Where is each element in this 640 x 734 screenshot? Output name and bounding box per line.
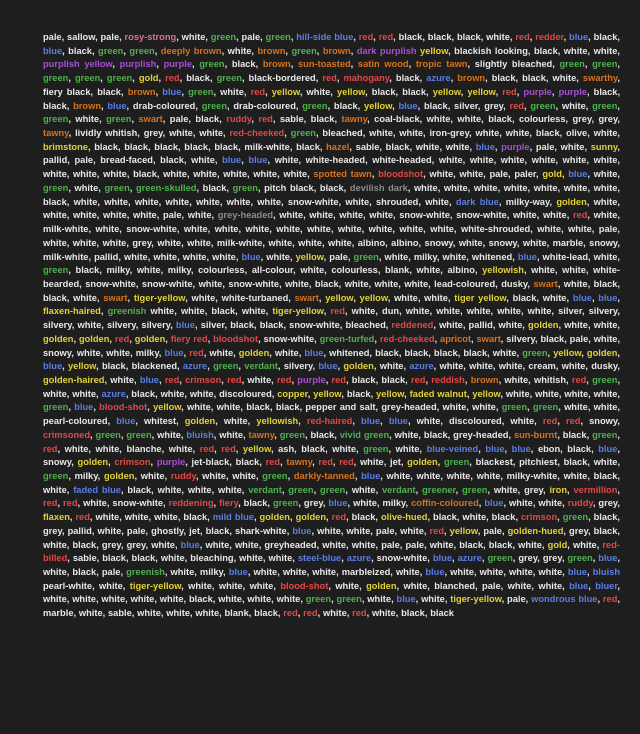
color-word: golden (77, 457, 109, 468)
color-word: vermillion (573, 484, 618, 495)
color-word: green (530, 100, 556, 111)
color-word: red (265, 457, 281, 468)
color-word: brown (457, 73, 486, 84)
color-word: green (363, 443, 389, 454)
color-word: swart (138, 114, 163, 125)
color-word: blue (432, 553, 452, 564)
color-word: red (75, 512, 90, 523)
color-word: yellow (432, 86, 461, 97)
color-word: golden-haired (43, 374, 105, 385)
color-word: dark purplish (356, 45, 417, 56)
color-word: sun-toasted (297, 59, 351, 70)
color-word: blue (116, 416, 136, 427)
color-word: swarthy (582, 73, 618, 84)
color-word: green (98, 45, 124, 56)
color-word: golden (407, 457, 438, 468)
color-word: green (291, 45, 317, 56)
color-word: brown (257, 45, 286, 56)
color-word: red (331, 512, 347, 523)
color-word: tiger yellow (454, 292, 507, 303)
color-word: ruddy (226, 114, 252, 125)
color-word: blue-veined (426, 443, 479, 454)
color-word: blue (475, 141, 495, 152)
color-word: steel-blue (297, 553, 342, 564)
color-word: green (43, 182, 69, 193)
color-word: blue (74, 402, 94, 413)
color-word: blue (139, 374, 159, 385)
color-word: yellow (337, 86, 366, 97)
color-word: gold (138, 73, 159, 84)
color-word: brown (127, 86, 156, 97)
color-word: green (106, 73, 133, 84)
color-word: brimstone (43, 141, 88, 152)
color-word: purplish (119, 59, 157, 70)
color-word: green (104, 182, 130, 193)
color-word: azure (409, 361, 434, 372)
color-word: fiery (219, 498, 239, 509)
color-word: flaxen (43, 512, 70, 523)
color-word: tawny (286, 457, 313, 468)
color-word: tiger-yellow (450, 594, 502, 605)
color-word: blue (292, 525, 312, 536)
color-word: red (515, 32, 530, 42)
color-word: green (262, 471, 288, 481)
color-word: yellow (364, 100, 393, 111)
color-word: red (339, 457, 354, 468)
color-word: faded blue (73, 484, 121, 495)
color-word: red (43, 443, 58, 454)
color-word: red (429, 525, 445, 536)
color-word: blue (304, 347, 324, 358)
color-word: green (43, 471, 69, 481)
color-word: golden (184, 416, 216, 427)
color-word: red (165, 73, 180, 84)
color-word: blue (567, 567, 587, 578)
color-word: hill-side blue (296, 32, 354, 42)
color-word: green (210, 32, 237, 42)
color-word: golden (528, 320, 559, 331)
color-word: green (232, 182, 258, 193)
color-word: green (532, 402, 559, 413)
color-word: blue (569, 32, 589, 42)
color-word: golden (259, 512, 290, 523)
color-word: purple (501, 141, 530, 152)
color-word: green (320, 484, 346, 495)
color-word: red (283, 608, 298, 619)
color-word: green (129, 45, 155, 56)
color-word: yellow (420, 45, 449, 56)
color-word: blue (484, 498, 504, 509)
color-word: green (126, 429, 152, 440)
color-word: yellow (313, 388, 342, 399)
color-word: green (106, 114, 132, 125)
color-word: blue (328, 498, 348, 509)
color-word: golden (103, 471, 135, 481)
color-word: red (189, 347, 204, 358)
color-word: golden (78, 333, 110, 344)
color-word: red (410, 374, 426, 385)
color-word: red-cheeked (229, 128, 285, 139)
color-word: green (443, 457, 470, 468)
color-word: satin wood (357, 59, 409, 70)
color-word: red (276, 374, 292, 385)
color-word: mild blue (212, 512, 254, 523)
color-word: brown (262, 59, 291, 70)
color-word: purple (156, 457, 186, 468)
color-word: green (336, 594, 362, 605)
color-word: blue (425, 567, 445, 578)
color-word: yellow (325, 292, 354, 303)
color-word: tiger-yellow (272, 306, 324, 317)
color-word: green (213, 361, 239, 372)
color-word: green (592, 374, 618, 385)
color-word: green (592, 429, 618, 440)
color-word: sun-burnt (513, 429, 558, 440)
color-word: dark blue (455, 196, 499, 207)
color-word: gold (547, 539, 568, 550)
color-word: azure (101, 388, 126, 399)
color-word: green (592, 59, 618, 70)
color-word: green (522, 347, 548, 358)
color-word: swart (294, 292, 319, 303)
color-word: green (199, 59, 225, 70)
color-word: blue (241, 251, 261, 262)
color-word: brown (73, 100, 102, 111)
color-word: blue (180, 539, 200, 550)
color-word: swart (103, 292, 128, 303)
color-word: green (265, 32, 291, 42)
color-word: reddened (391, 320, 434, 331)
color-word: green (290, 128, 316, 139)
color-word: golden (366, 580, 397, 591)
color-word: blue (318, 361, 338, 372)
color-word: gold (542, 169, 562, 180)
color-word: purple (163, 59, 192, 70)
color-word: golden (134, 333, 166, 344)
color-word: swart (533, 278, 558, 289)
color-word: tiger-yellow (133, 292, 186, 303)
color-word: green (462, 484, 488, 495)
color-word: green (559, 59, 585, 70)
color-word: green (562, 512, 589, 523)
color-word: hazel (326, 141, 350, 152)
color-word: green (501, 402, 528, 413)
color-word: red (358, 32, 374, 42)
color-word: red (63, 498, 78, 509)
color-word: red (565, 416, 581, 427)
color-word: rosy-strong (124, 32, 177, 42)
color-word: yellow (242, 443, 271, 454)
color-word: green (216, 73, 242, 84)
color-word: purplish yellow (43, 59, 113, 70)
color-word: yellow (449, 525, 478, 536)
color-word: red (164, 374, 180, 385)
color-word: green (188, 86, 214, 97)
color-word: blue (598, 292, 618, 303)
color-word: red-billed (43, 539, 620, 564)
color-word: red-haired (306, 416, 353, 427)
color-word: crimson (521, 512, 558, 523)
color-word: green (43, 114, 69, 125)
color-word: blue (164, 347, 184, 358)
color-word: yellow (295, 251, 324, 262)
color-word: grey-headed (217, 210, 274, 221)
color-word: blue (568, 169, 588, 180)
color-word: golden (43, 333, 74, 344)
color-word: blue (398, 100, 418, 111)
color-word: verdant (248, 484, 282, 495)
color-word: spotted tawn (313, 169, 372, 180)
color-word: yellow (376, 388, 405, 399)
color-word: blue (511, 443, 531, 454)
color-word: iron (549, 484, 568, 495)
color-word: blue (248, 155, 268, 166)
color-word: tropic tawn (415, 59, 468, 70)
color-word: blue (43, 45, 63, 56)
color-word: bloodshot (378, 169, 424, 180)
color-word: ruddy (170, 471, 196, 481)
color-word: bluish (592, 567, 620, 578)
color-word: blue (396, 594, 416, 605)
color-word-text-block: pale, sallow, pale, rosy-strong, white, green, pale, green, hill-side blue, red, red, black, black, black, white, red, redder, blue, black, blue, black, green, green, deeply brown, white, brown, green, brown, dark purplish yellow, blackish looking, black, white, white, purplish yellow, purplish, purple, green, black, brown, sun-toasted, satin wood, tropic tawn, slightly bleached, green, green, green, green, green, gold, red, black, green, black-bordered, red, mahogany, black, azure, brown, black, black, white, swarthy, fiery black, black, brown, blue, green, white, red, yellow, white, yellow, black, black, yellow, yellow, red, purple, purple, black, black, brown, blue, drab-coloured, green, drab-coloured, green, black, yellow, blue, black, silver, grey, red, green, white, green, green, white, green, swart, pale, black, ruddy, red, sable, black, tawny, coal-black, white, white, black, colourless, grey, grey, tawny, lividly whitish, grey, white, white, red-cheeked, green, bleached, white, white, iron-grey, white, white, black, olive, white, brimstone, black, black, black, black, black, milk-white, black, hazel, sable, black, white, white, blue, purple, pale, white, sunny, pallid, pale, bread-faced, black, white, blue, blue, white, white-headed, white-headed, white, white, white, white, white, white, white, white, white, black, white, white, white, white, white, spotted tawn, bloodshot, white, white, pale, paler, gold, blue, white, green, white, green, green-skulled, black, green, pitch black, black, devilish dark, white, white, white, white, white, white, white, black, white, white, white, white, white, white, white, snow-white, white, shrouded, white, dark blue, milky-way, golden, white, white, white, white, white, pale, white, grey-headed, white, white, white, white, snow-white, snow-white, white, white, red, white, milk-white, white, snow-white, white, white, white, white, white, white, white, white, white, white-shrouded, white, white, pale, white, white, white, grey, white, white, milk-white, white, white, white, albino, albino, snowy, white, snowy, white, marble, snowy, milk-white, pallid, white, white, white, white, blue, white, yellow, pale, green, white, milky, white, whitened, blue, white-lead, white, green, black, milky, white, milky, colourless, all-colour, white, colourless, blank, white, albino, yellowish, white, white, white-bearded, snow-white, snow-white, white, snow-white, white, black, white, white, white, lead-coloured, dusky, swart, white, black, black, white, swart, tiger-yellow, white, white-turbaned, swart, yellow, yellow, white, white, tiger yellow, black, white, blue, blue, flaxen-haired, greenish white, white, black, white, tiger-yellow, red, white, dun, white, white, white, white, white, silver, silvery, silvery, white, silvery, silvery, blue, silver, black, black, snow-white, bleached, reddened, white, pallid, white, golden, white, white, golden, golden, red, golden, fiery red, bloodshot, snow-white, green-turfed, red-cheeked, apricot, swart, silvery, black, pale, white, snowy, white, white, milky, blue, red, white, golden, white, blue, whitened, black, black, black, black, white, green, yellow, golden, blue, yellow, black, blackened, azure, green, verdant, silvery, blue, golden, white, azure, white, white, white, cream, white, dusky, golden-haired, white, blue, red, crimson, red, white, red, purple, red, black, black, red, reddish, brown, white, whitish, red, green, white, white, azure, black, white, white, discoloured, copper, yellow, black, yellow, faded walnut, yellow, white, white, white, white, green, blue, blood-shot, yellow, white, white, black, black, pepper and salt, grey-headed, white, white, green, green, white, white, pearl-coloured, blue, whitest, golden, white, yellowish, red-haired, blue, blue, white, discoloured, white, red, red, snowy, crimsoned, green, green, white, bluish, white, tawny, green, black, vivid green, white, black, grey-headed, sun-burnt, black, green, red, white, white, blanche, white, red, red, yellow, ash, black, white, green, white, blue-veined, blue, blue, ebon, black, blue, snowy, golden, crimson, purple, jet-black, black, red, tawny, red, red, white, jet, golden, green, blackest, pitchiest, black, white, green, milky, golden, white, ruddy, white, white, green, darkly-tanned, blue, white, white, white, white, milky-white, white, black, white, faded blue, black, white, white, white, verdant, green, green, white, verdant, greener, green, white, grey, iron, vermillion, red, red, white, snow-white, reddening, fiery, black, green, grey, blue, white, milky, coffin-coloured, blue, white, white, ruddy, grey, flaxen, red, white, white, white, black, mild blue, golden, golden, red, black, olive-hued, black, white, black, crimson, green, black, grey, pallid, white, pale, ghostly, jet, black, shark-white, blue, white, white, pale, white, red, yellow, pale, golden-hued, grey, black, white, black, grey, grey, white, blue, white, white, greyheaded, white, white, pale, pale, white, black, black, white, gold, white, red-billed, sable, black, black, white, bleaching, white, white, steel-blue, azure, snow-white, blue, azure, green, grey, grey, green, blue, white, black, pale, greenish, white, milky, blue, white, white, white, marbleized, white, blue, white, white, white, white, blue, bluish pearl-white, white, tiger-yellow, white, white, white, blood-shot, white, golden, white, blanched, pale, white, white, blue, bluer, white, white, white, white, white, black, white, white, white, green, green, white, blue, white, tiger-yellow, pale, wondrous blue, red, marble, white, sable, white, white, white, blank, black, red, red, white, red, white, black, black (43, 32, 621, 619)
color-word: vivid green (339, 429, 390, 440)
color-word: purple (558, 86, 587, 97)
color-word: golden (238, 347, 270, 358)
color-word: verdant (244, 361, 278, 372)
color-word: red (509, 100, 524, 111)
color-word: red (602, 594, 618, 605)
color-word: redder (535, 32, 564, 42)
color-word: bloodshot (213, 333, 259, 344)
color-word: flaxen-haired (43, 306, 101, 317)
color-word: red-cheeked (379, 333, 435, 344)
color-word: golden (556, 196, 587, 207)
color-word: green (95, 429, 121, 440)
color-word: devilish dark (349, 182, 408, 193)
color-word: yellowish (482, 265, 524, 276)
color-word: red (542, 416, 558, 427)
color-word: blue (569, 580, 589, 591)
color-word: red (114, 333, 130, 344)
color-word: yellow (553, 347, 582, 358)
color-word: swart (476, 333, 501, 344)
color-word: red (322, 73, 337, 84)
color-word: red (330, 306, 345, 317)
color-word: green (273, 498, 299, 509)
color-word: blue (361, 416, 381, 427)
color-word: greenish (107, 306, 147, 317)
color-word: red (502, 86, 517, 97)
color-word: green (288, 484, 314, 495)
color-word: sunny (590, 141, 618, 152)
color-word: yellow (153, 402, 182, 413)
color-word: red (572, 210, 588, 221)
color-word: blue (572, 292, 592, 303)
color-word: azure (457, 553, 482, 564)
color-word: red (318, 457, 333, 468)
color-word: purple (523, 86, 552, 97)
color-word: golden (343, 361, 374, 372)
color-word: yellow (271, 86, 300, 97)
color-word: green-turfed (319, 333, 375, 344)
color-word: red (331, 374, 346, 385)
color-word: blue (598, 553, 618, 564)
color-word: blue (517, 251, 537, 262)
color-word: azure (182, 361, 208, 372)
color-word: faded walnut (409, 388, 467, 399)
color-word: green (302, 100, 328, 111)
color-word: greener (422, 484, 456, 495)
color-word: red (303, 608, 318, 619)
color-word: red (43, 498, 58, 509)
color-word: green (43, 265, 69, 276)
color-word: red (199, 443, 215, 454)
color-word: azure (426, 73, 451, 84)
color-word: greenish (126, 567, 165, 578)
color-word: green (279, 429, 306, 440)
color-word: blue (43, 361, 63, 372)
color-word: red (378, 32, 394, 42)
color-word: reddening (168, 498, 214, 509)
color-word: yellow (472, 388, 501, 399)
color-word: green (43, 402, 69, 413)
color-word: olive-hued (380, 512, 428, 523)
color-word: blue (361, 471, 381, 481)
color-word: green (567, 553, 593, 564)
color-word: blue (175, 320, 196, 331)
color-word: bluish (186, 429, 214, 440)
color-word: green (353, 251, 379, 262)
color-word: azure (346, 553, 372, 564)
color-word: red (221, 443, 236, 454)
color-word: brown (470, 374, 499, 385)
color-word: darkly-tanned (293, 471, 355, 481)
color-word: red (227, 374, 242, 385)
color-word: green (74, 73, 101, 84)
color-word: deeply brown (160, 45, 222, 56)
color-word: wondrous blue (531, 594, 598, 605)
color-word: blood-shot (280, 580, 329, 591)
color-word: purple (297, 374, 326, 385)
color-word: blue (598, 443, 618, 454)
color-word: yellow (68, 361, 97, 372)
color-word: tiger-yellow (129, 580, 182, 591)
color-word: blue (107, 100, 127, 111)
color-word: blue (222, 155, 242, 166)
color-word: yellowish (256, 416, 299, 427)
color-word: verdant (382, 484, 416, 495)
color-word: tawny (341, 114, 368, 125)
color-word: tawny (43, 128, 69, 139)
color-word: blue (388, 416, 408, 427)
color-word: blue (162, 86, 182, 97)
color-word: blue (485, 443, 505, 454)
color-word: brown (322, 45, 351, 56)
color-word: copper (277, 388, 308, 399)
color-word: green (487, 553, 513, 564)
color-word: red (571, 374, 587, 385)
color-word: yellow (359, 292, 388, 303)
color-word: green (305, 594, 332, 605)
color-word: green (201, 100, 228, 111)
color-word: golden-hued (507, 525, 564, 536)
color-word: yellow (467, 86, 496, 97)
color-word: ruddy (567, 498, 593, 509)
color-word: blood-shot (99, 402, 148, 413)
color-word: fiery red (170, 333, 208, 344)
color-word: crimson (185, 374, 222, 385)
color-word: green (592, 100, 618, 111)
color-word: crimson (114, 457, 151, 468)
color-word: bluer (595, 580, 618, 591)
color-word: red (258, 114, 273, 125)
color-word: reddish (431, 374, 465, 385)
color-word: crimsoned (43, 429, 91, 440)
color-word: coffin-coloured (411, 498, 479, 509)
color-word: golden (586, 347, 618, 358)
color-word: tawny (248, 429, 275, 440)
color-word: red (352, 608, 367, 619)
color-word: golden (295, 512, 327, 523)
color-word: mahogany (343, 73, 390, 84)
color-word: green-skulled (136, 182, 197, 193)
color-word: green (43, 73, 69, 84)
color-word: blue (228, 567, 248, 578)
color-word: red (250, 86, 266, 97)
color-word: apricot (440, 333, 472, 344)
